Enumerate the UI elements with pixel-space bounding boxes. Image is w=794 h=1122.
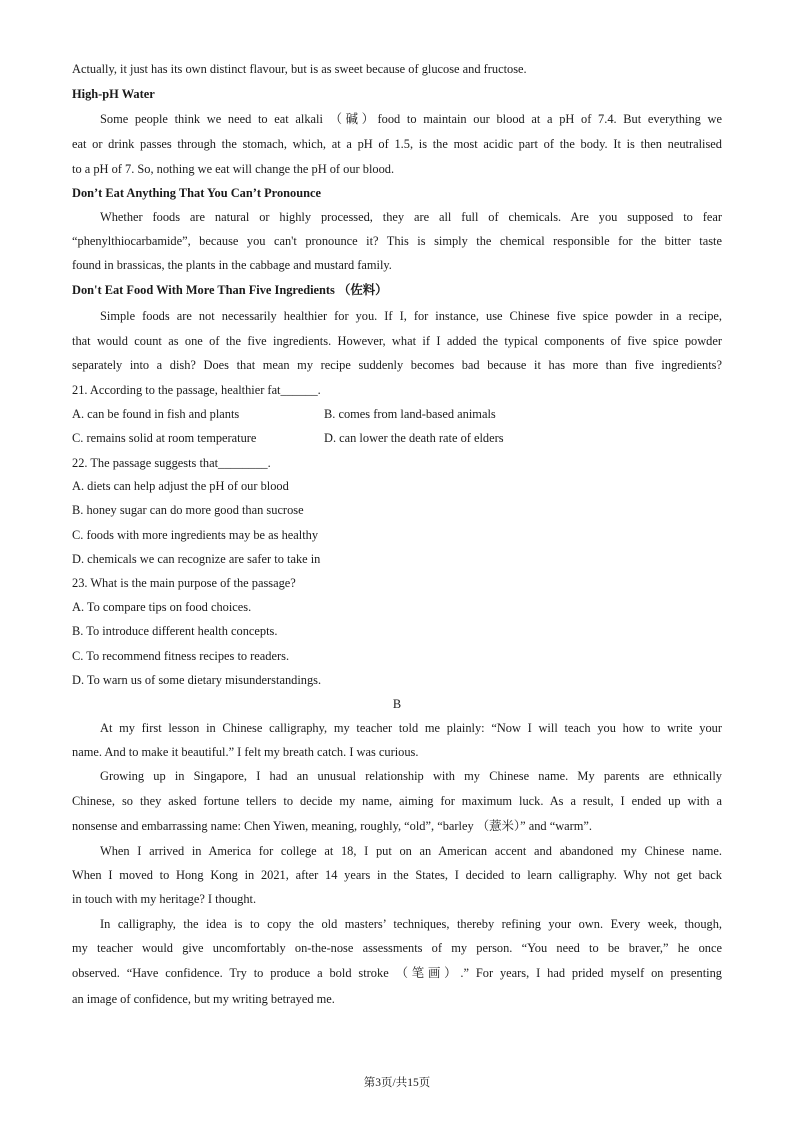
paragraph-line: observed. “Have confidence. Try to produce a bold stroke （笔画）.” For years, I had prided myself on presenting xyxy=(72,966,722,980)
paragraph-line: Simple foods are not necessarily healthier for you. If I, for instance, use Chinese five spice powder in a recipe, xyxy=(100,309,722,323)
paragraph-line: When I moved to Hong Kong in 2021, after 14 years in the States, I decided to learn calligraphy. Why not get back xyxy=(72,868,722,882)
question-21-options-row1 xyxy=(72,406,722,422)
section-heading-pronounce: Don’t Eat Anything That You Can’t Pronounce xyxy=(72,186,322,200)
section-b-label: B xyxy=(392,697,402,711)
paragraph-line: name. And to make it beautiful.” I felt my breath catch. I was curious. xyxy=(72,745,419,759)
paragraph-line: found in brassicas, the plants in the cabbage and mustard family. xyxy=(72,258,392,272)
question-21-stem: 21. According to the passage, healthier fat______. xyxy=(72,383,321,397)
paragraph-line: nonsense and embarrassing name: Chen Yiwen, meaning, roughly, “old”, “barley （薏米）” and “warm”. xyxy=(72,819,593,833)
option-21-d: D. can lower the death rate of elders xyxy=(324,431,504,445)
option-21-b: B. comes from land-based animals xyxy=(324,407,496,421)
option-21-c: C. remains solid at room temperature xyxy=(72,431,257,445)
section-heading-ingredients: Don't Eat Food With More Than Five Ingredients （佐料） xyxy=(72,283,388,297)
option-22-a: A. diets can help adjust the pH of our blood xyxy=(72,479,289,493)
paragraph-line: an image of confidence, but my writing betrayed me. xyxy=(72,992,335,1006)
page-number: 第3页/共15页 xyxy=(363,1077,431,1089)
option-22-b: B. honey sugar can do more good than sucrose xyxy=(72,503,304,517)
option-23-d: D. To warn us of some dietary misunderstandings. xyxy=(72,673,322,687)
option-23-a: A. To compare tips on food choices. xyxy=(72,600,252,614)
paragraph-line: “phenylthiocarbamide”, because you can't pronounce it? This is simply the chemical responsible for the bitter taste xyxy=(72,234,722,248)
paragraph-line: my teacher would give uncomfortably on-the-nose assessments of my person. “You need to be braver,” he once xyxy=(72,941,722,955)
paragraph-line: in touch with my heritage? I thought. xyxy=(72,892,257,906)
question-21-options-row2 xyxy=(72,430,722,446)
paragraph-line: to a pH of 7. So, nothing we eat will change the pH of our blood. xyxy=(72,162,395,176)
paragraph-line: Whether foods are natural or highly processed, they are all full of chemicals. Are you supposed to fear xyxy=(100,210,722,224)
paragraph-line: When I arrived in America for college at 18, I put on an American accent and abandoned my Chinese name. xyxy=(100,844,722,858)
paragraph-line: Actually, it just has its own distinct flavour, but is as sweet because of glucose and fructose. xyxy=(72,62,527,76)
paragraph-line: eat or drink passes through the stomach, which, at a pH of 1.5, is the most acidic part of the body. It is then neutralised xyxy=(72,137,722,151)
option-23-c: C. To recommend fitness recipes to readers. xyxy=(72,649,290,663)
option-21-a: A. can be found in fish and plants xyxy=(72,407,240,421)
option-23-b: B. To introduce different health concepts. xyxy=(72,624,278,638)
paragraph-line: In calligraphy, the idea is to copy the old masters’ techniques, thereby refining your own. Every week, though, xyxy=(100,917,722,931)
question-22-stem: 22. The passage suggests that________. xyxy=(72,456,271,470)
paragraph-line: Some people think we need to eat alkali （碱）food to maintain our blood at a pH of 7.4. But everything we xyxy=(100,112,722,126)
paragraph-line: At my first lesson in Chinese calligraphy, my teacher told me plainly: “Now I will teach you how to write your xyxy=(100,721,722,735)
section-heading-high-ph-water: High-pH Water xyxy=(72,87,155,101)
question-23-stem: 23. What is the main purpose of the passage? xyxy=(72,576,296,590)
paragraph-line: Chinese, so they asked fortune tellers to decide my name, aiming for maximum luck. As a result, I ended up with a xyxy=(72,794,722,808)
paragraph-line: that would count as one of the five ingredients. However, what if I added the typical components of five spice powder xyxy=(72,334,722,348)
paragraph-line: Growing up in Singapore, I had an unusual relationship with my Chinese name. My parents are ethnically xyxy=(100,769,722,783)
option-22-c: C. foods with more ingredients may be as healthy xyxy=(72,528,319,542)
paragraph-line: separately into a dish? Does that mean my recipe suddenly becomes bad because it has more than five ingredients? xyxy=(72,358,722,372)
option-22-d: D. chemicals we can recognize are safer to take in xyxy=(72,552,321,566)
